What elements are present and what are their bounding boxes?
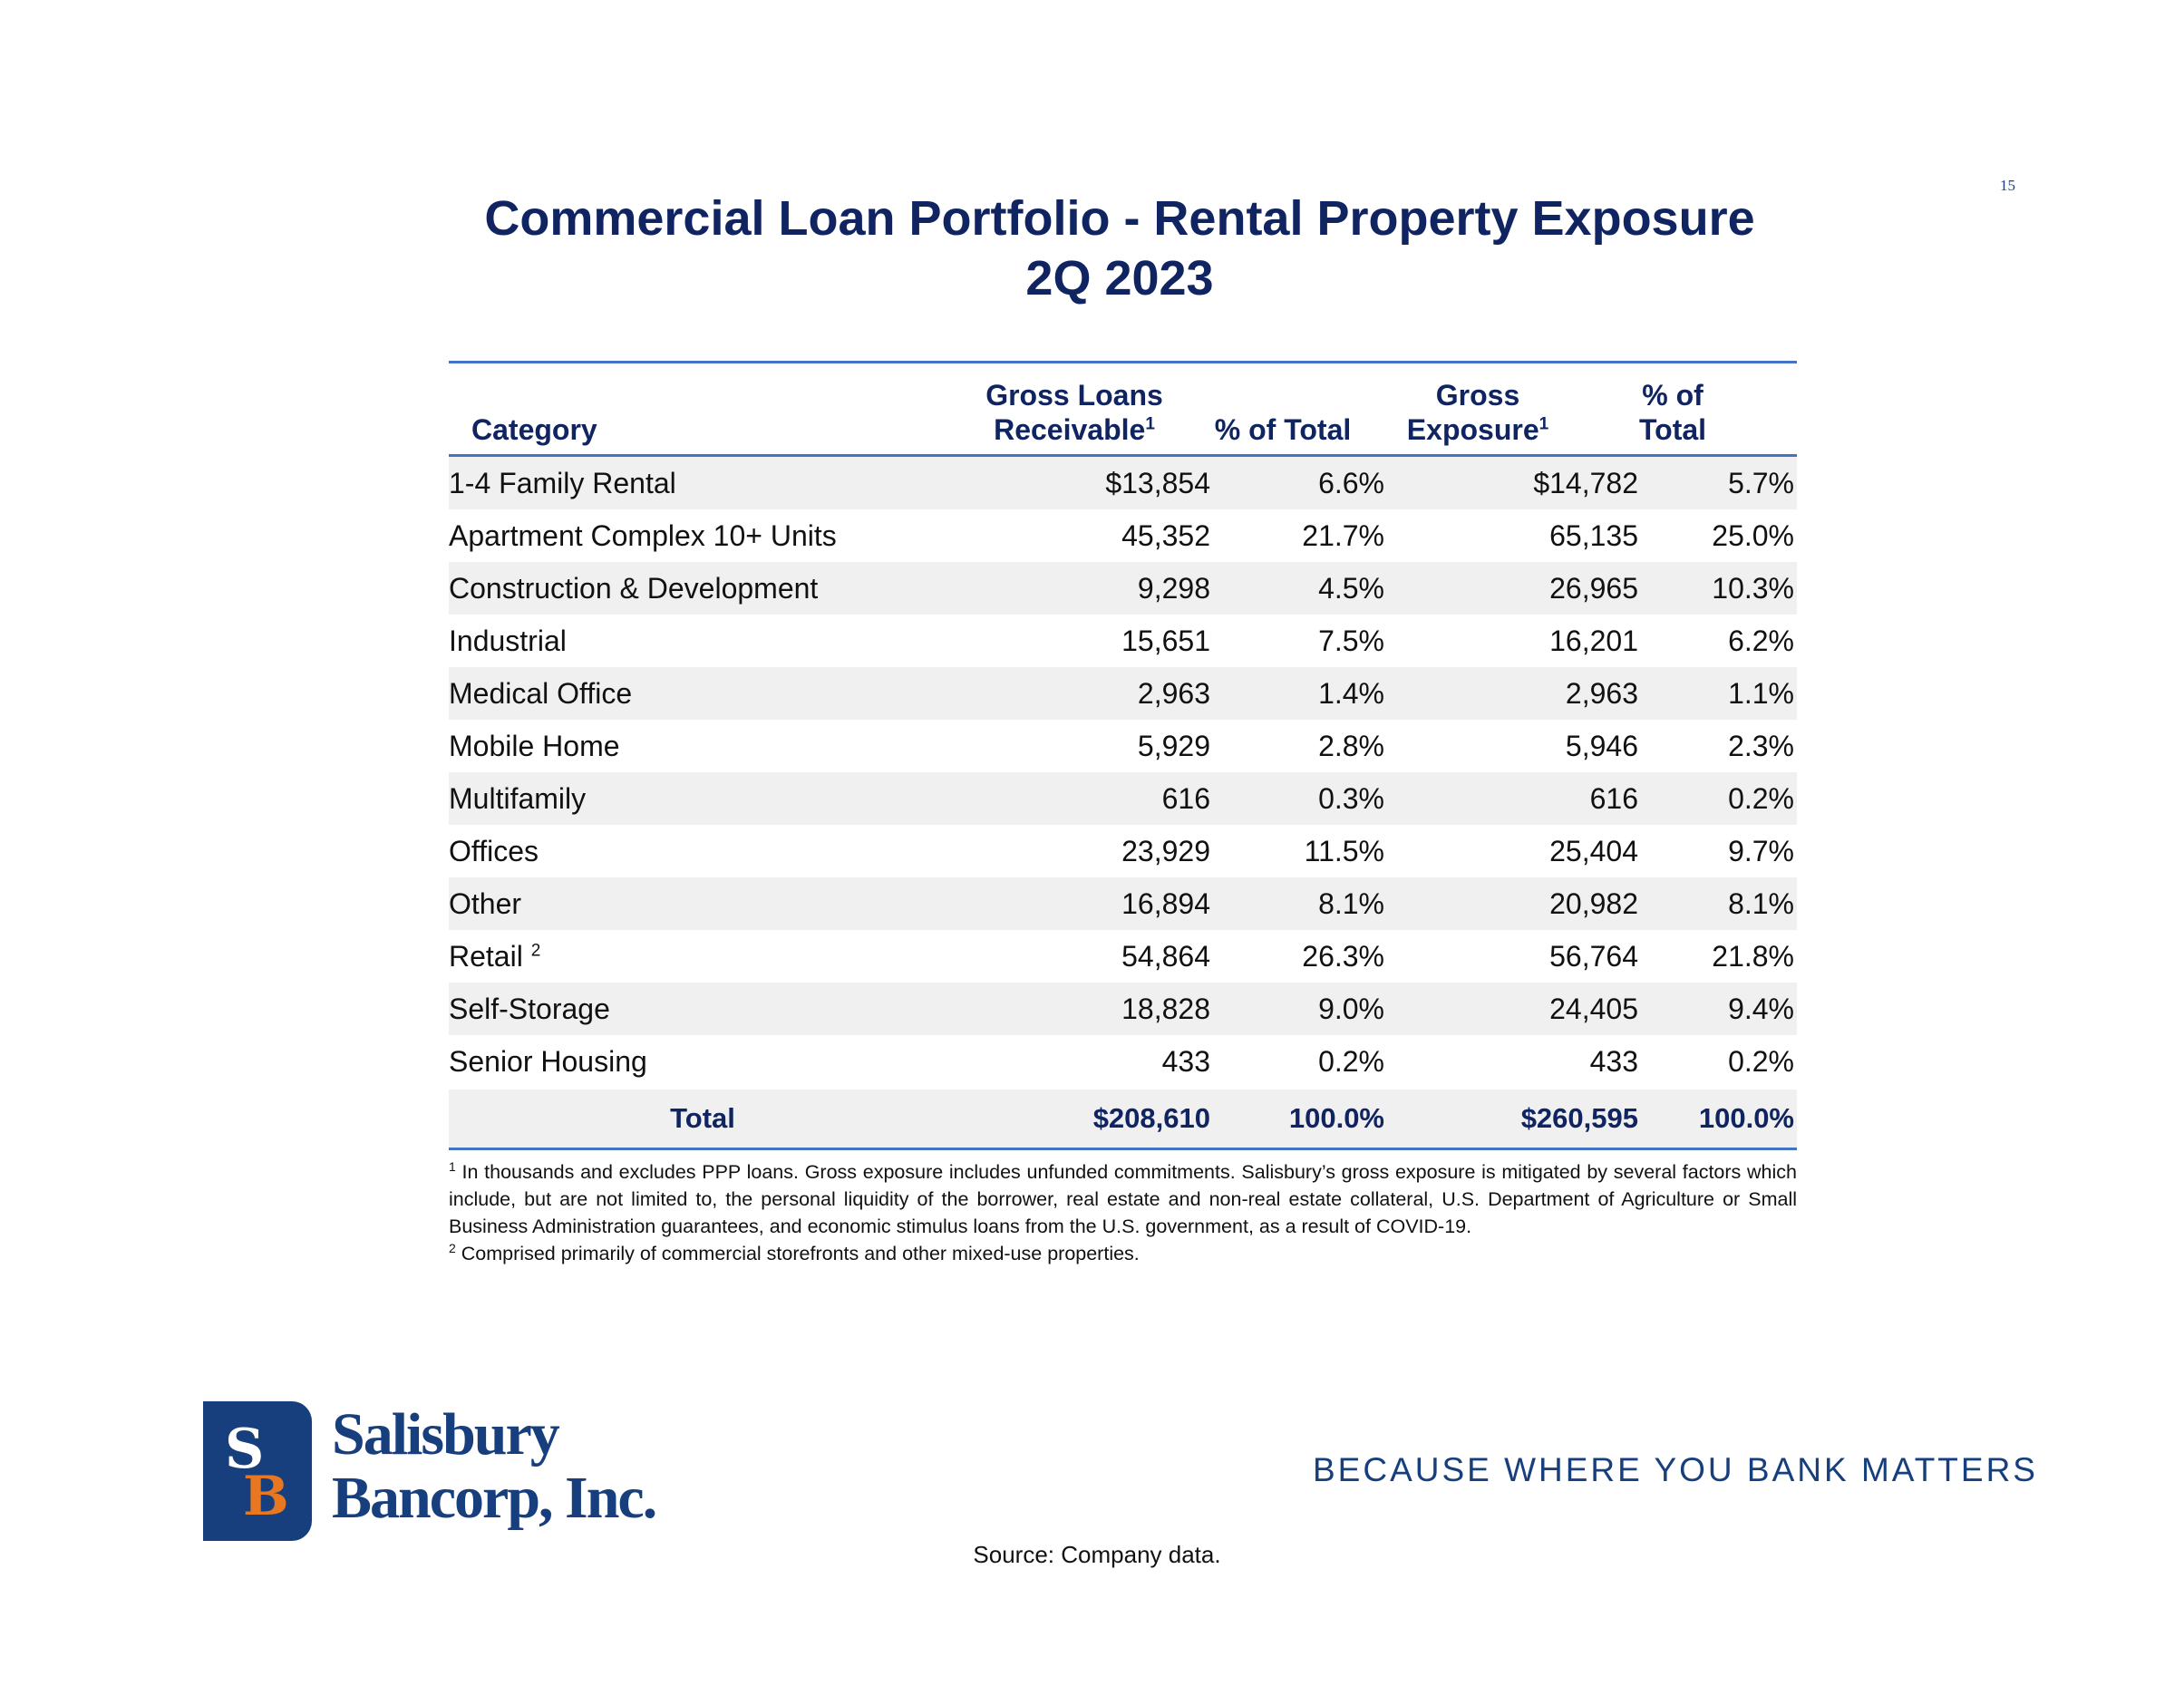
logo-name-line1: Salisbury [332,1401,558,1467]
cell-category: Self-Storage [449,993,610,1025]
cell-pct-exposure: 10.3% [1712,572,1794,605]
table-row [449,1035,1797,1088]
cell-pct-loans: 21.7% [1302,519,1384,552]
cell-category: Retail $^2$ [449,940,541,973]
cell-gross-loans: 16,894 [1121,887,1210,920]
total-gross-exposure: $260,595 [1520,1102,1638,1134]
table-row [449,457,1797,509]
table-total-row [449,1090,1797,1150]
table-row [449,615,1797,667]
footnote-1: $^1$ In thousands and excludes PPP loans. Gross exposure includes unfunded commitments. Salisbury’s gross exposure is mitigated by several factors which include, but are not limited to, the personal liquidity of the borrower, real estate and non-real estate collateral, U.S. Department of Agriculture or Small Business Administration guarantees, and economic stimulus loans from the U.S. government, as a result of COVID-19. [449,1158,1797,1237]
table-row [449,930,1797,983]
footnote-marker: 1 [1145,414,1155,434]
cell-gross-exposure: 20,982 [1549,887,1638,920]
cell-pct-exposure: 2.3% [1728,730,1794,762]
table-row [449,667,1797,720]
total-pct-exposure: 100.0% [1698,1102,1794,1134]
table-row [449,772,1797,825]
cell-category: Multifamily [449,782,587,815]
cell-pct-exposure: 21.8% [1712,940,1794,973]
footnotes [449,1158,1797,1267]
logo-wordmark [332,1403,713,1530]
cell-gross-exposure: 24,405 [1549,993,1638,1025]
cell-category: Other [449,887,522,920]
header-gross-loans [970,378,1179,447]
table-row [449,720,1797,772]
header-gross-exposure-line1: Gross [1435,379,1520,412]
loan-portfolio-table [449,361,1797,1150]
footnote-marker: 1 [1539,414,1549,434]
total-label: Total [670,1102,735,1134]
page-title [299,189,1940,308]
logo-mark-b: B [243,1465,289,1528]
cell-gross-exposure: 25,404 [1549,835,1638,867]
cell-pct-exposure: 0.2% [1728,782,1794,815]
cell-pct-exposure: 9.7% [1728,835,1794,867]
cell-gross-loans: 15,651 [1121,625,1210,657]
cell-gross-exposure: 65,135 [1549,519,1638,552]
cell-pct-loans: 11.5% [1304,835,1384,867]
cell-pct-exposure: 5.7% [1728,467,1794,499]
cell-category: Mobile Home [449,730,620,762]
cell-gross-loans: 45,352 [1121,519,1210,552]
cell-pct-loans: 6.6% [1318,467,1384,499]
cell-pct-loans: 9.0% [1318,993,1384,1025]
table-row [449,562,1797,615]
logo-name-line2: Bancorp, Inc. [332,1465,656,1531]
table-body [449,457,1797,1088]
cell-pct-exposure: 25.0% [1712,519,1794,552]
source-note: Source: Company data. [973,1541,1221,1568]
cell-category: Medical Office [449,677,633,710]
header-gross-loans-line1: Gross Loans [985,379,1163,412]
cell-pct-loans: 7.5% [1318,625,1384,657]
total-pct-loans: 100.0% [1288,1102,1384,1134]
title-line-2: 2Q 2023 [1025,251,1214,305]
header-gross-loans-line2: Receivable$^1$ [994,413,1155,446]
total-gross-loans: $208,610 [1092,1102,1210,1134]
cell-category: Senior Housing [449,1045,647,1078]
logo-mark [203,1401,312,1541]
cell-gross-exposure: 2,963 [1565,677,1638,710]
header-gross-exposure-line2: Exposure$^1$ [1406,413,1549,446]
header-pct-total-exposure-line1: % of [1642,379,1704,412]
cell-gross-exposure: 16,201 [1549,625,1638,657]
cell-pct-loans: 2.8% [1318,730,1384,762]
header-gross-exposure [1401,378,1555,447]
cell-gross-loans: 9,298 [1137,572,1210,605]
cell-pct-loans: 8.1% [1318,887,1384,920]
page-number: 15 [2000,177,2015,194]
header-pct-total-exposure [1627,378,1718,447]
cell-category: 1-4 Family Rental [449,467,676,499]
cell-gross-exposure: 433 [1589,1045,1638,1078]
cell-pct-loans: 26.3% [1302,940,1384,973]
header-pct-total-exposure-line2: Total [1638,413,1707,446]
cell-gross-loans: 54,864 [1121,940,1210,973]
cell-gross-loans: 433 [1161,1045,1210,1078]
cell-pct-exposure: 1.1% [1728,677,1794,710]
cell-pct-loans: 1.4% [1318,677,1384,710]
table-row [449,983,1797,1035]
cell-gross-loans: 23,929 [1121,835,1210,867]
cell-category: Offices [449,835,539,867]
cell-pct-exposure: 0.2% [1728,1045,1794,1078]
tagline: BECAUSE WHERE YOU BANK MATTERS [1313,1451,2038,1488]
cell-pct-loans: 4.5% [1318,572,1384,605]
header-pct-total-loans: % of Total [1214,413,1352,446]
cell-gross-exposure: 5,946 [1565,730,1638,762]
table-row [449,877,1797,930]
cell-category: Construction & Development [449,572,819,605]
logo-mark-s: S [225,1418,265,1481]
header-category: Category [471,413,597,446]
cell-gross-loans: 5,929 [1137,730,1210,762]
footnote-2: $^2$ Comprised primarily of commercial storefronts and other mixed-use properties. [449,1240,1140,1264]
cell-gross-loans: 18,828 [1121,993,1210,1025]
cell-gross-exposure: 26,965 [1549,572,1638,605]
cell-pct-loans: 0.2% [1318,1045,1384,1078]
table-header [449,363,1797,457]
cell-gross-exposure: 616 [1589,782,1638,815]
cell-gross-loans: $13,854 [1105,467,1210,499]
cell-gross-loans: 2,963 [1137,677,1210,710]
cell-gross-exposure: $14,782 [1533,467,1638,499]
cell-pct-exposure: 9.4% [1728,993,1794,1025]
table-row [449,825,1797,877]
cell-gross-exposure: 56,764 [1549,940,1638,973]
cell-pct-exposure: 6.2% [1728,625,1794,657]
cell-pct-exposure: 8.1% [1728,887,1794,920]
footnote-marker: 2 [530,941,541,961]
cell-pct-loans: 0.3% [1318,782,1384,815]
cell-category: Apartment Complex 10+ Units [449,519,837,552]
table-row [449,509,1797,562]
title-line-1: Commercial Loan Portfolio - Rental Property Exposure [484,191,1755,246]
cell-gross-loans: 616 [1161,782,1210,815]
cell-category: Industrial [449,625,567,657]
